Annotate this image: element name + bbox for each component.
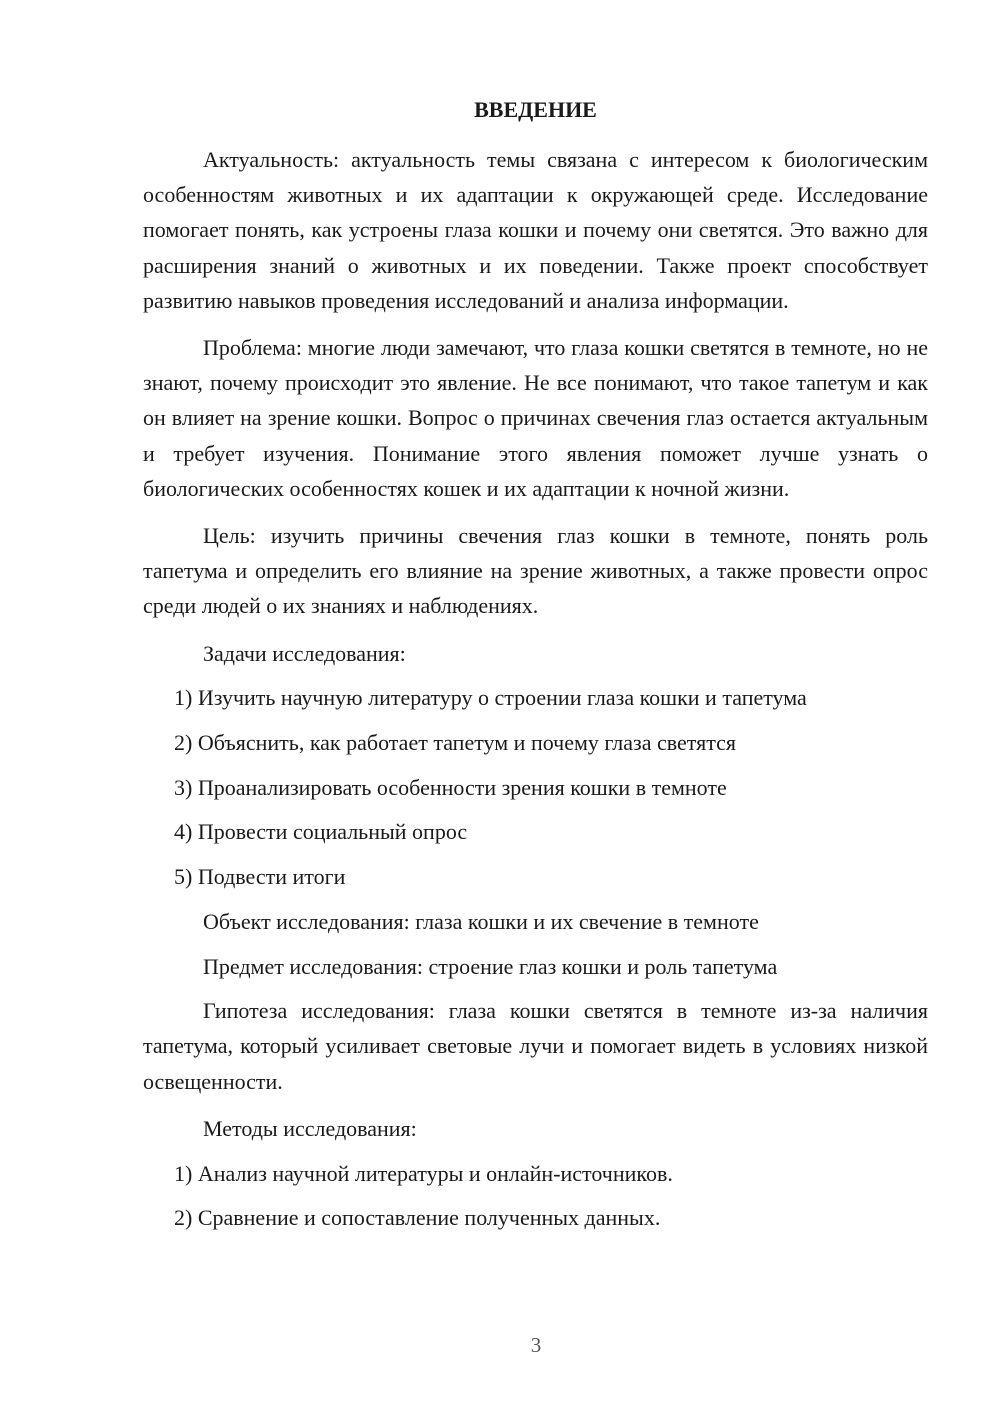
methods-list (143, 1156, 928, 1236)
list-item: 2) Сравнение и сопоставление полученных данных. (174, 1205, 661, 1231)
tasks-list (143, 680, 928, 894)
problem-paragraph: Проблема: многие люди замечают, что глаза кошки светятся в темноте, но не знают, почему происходит это явление. Не все понимают, что такое тапетум и как он влияет на зрение кошки. Вопрос о причинах свечения глаз остается актуальным и требует изучения. Понимание этого явления поможет лучше узнать о биологических особенностях кошек и их адаптации к ночной жизни. (143, 335, 928, 501)
document-page (143, 92, 928, 1245)
section-title: ВВЕДЕНИЕ (474, 97, 597, 122)
list-item: 3) Проанализировать особенности зрения кошки в темноте (174, 774, 727, 800)
list-item: 5) Подвести итоги (174, 864, 346, 890)
list-item: 1) Изучить научную литературу о строении глаза кошки и тапетума (174, 685, 807, 711)
list-item: 2) Объяснить, как работает тапетум и почему глаза светятся (174, 730, 736, 756)
tasks-heading: Задачи исследования: (203, 640, 406, 666)
list-item: 1) Анализ научной литературы и онлайн-источников. (174, 1160, 673, 1186)
page-number: 3 (530, 1333, 542, 1357)
hypothesis-paragraph: Гипотеза исследования: глаза кошки светятся в темноте из-за наличия тапетума, который усиливает световые лучи и помогает видеть в условиях низкой освещенности. (143, 998, 928, 1094)
object-line: Объект исследования: глаза кошки и их свечение в темноте (203, 908, 759, 934)
subject-line: Предмет исследования: строение глаз кошки и роль тапетума (203, 953, 778, 979)
relevance-paragraph: Актуальность: актуальность темы связана с интересом к биологическим особенностям животных и их адаптации к окружающей среде. Исследование помогает понять, как устроены глаза кошки и почему они светятся. Это важно для расширения знаний о животных и их поведении. Также проект способствует развитию навыков проведения исследований и анализа информации. (143, 147, 928, 313)
goal-paragraph: Цель: изучить причины свечения глаз кошки в темноте, понять роль тапетума и определить его влияние на зрение животных, а также провести опрос среди людей о их знаниях и наблюдениях. (143, 523, 928, 619)
list-item: 4) Провести социальный опрос (174, 819, 468, 845)
methods-heading: Методы исследования: (203, 1115, 417, 1141)
